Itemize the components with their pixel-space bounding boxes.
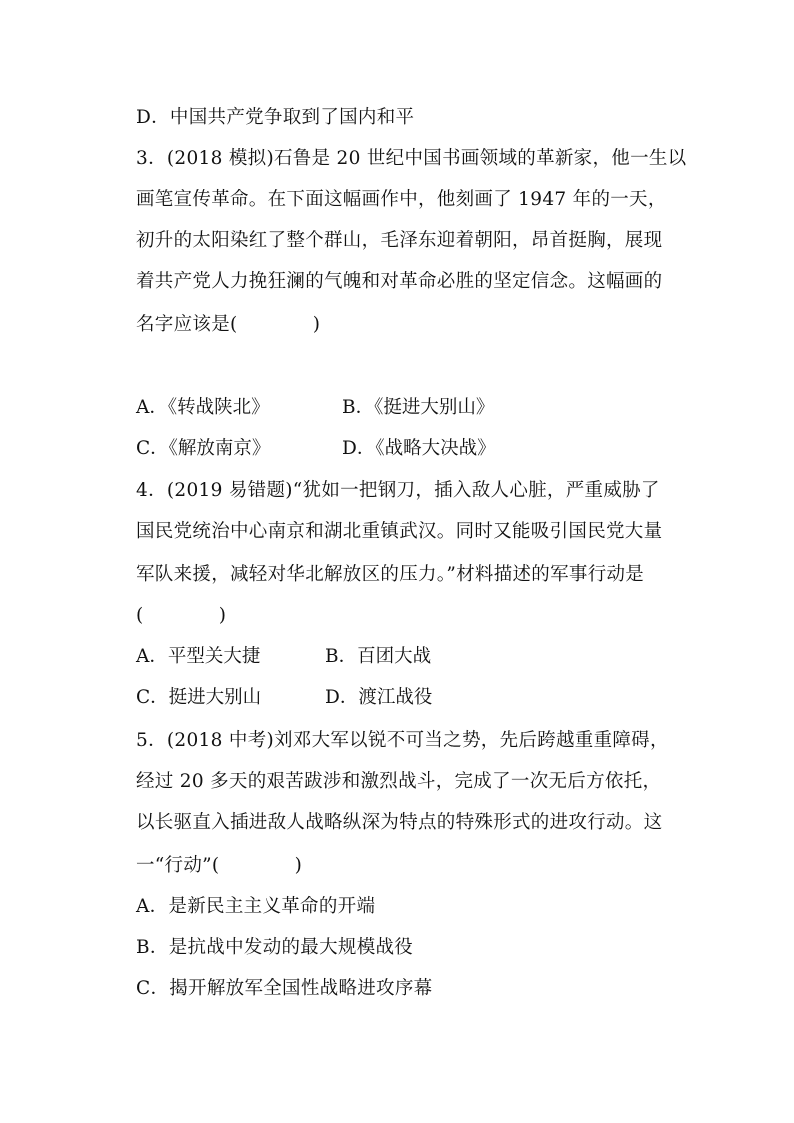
q5-option-b: B．是抗战中发动的最大规模战役 <box>136 937 414 958</box>
q3-stem-line-4: 着共产党人力挽狂澜的气魄和对革命必胜的坚定信念。这幅画的 <box>136 271 663 292</box>
q5-option-c: C．揭开解放军全国性战略进攻序幕 <box>136 978 433 999</box>
q2-option-d: D．中国共产党争取到了国内和平 <box>136 107 415 128</box>
q5-stem-line-2: 经过 20 多天的艰苦跋涉和激烈战斗，完成了一次无后方依托， <box>136 771 662 792</box>
q3-option-c: C．《解放南京》 <box>136 438 271 459</box>
q4-stem-line-1: 4．(2019 易错题)“犹如一把钢刀，插入敌人心脏，严重威胁了 <box>136 480 660 501</box>
q4-stem-line-3: 军队来援，减轻对华北解放区的压力。”材料描述的军事行动是 <box>136 564 645 585</box>
q3-stem-line-1: 3．(2018 模拟)石鲁是 20 世纪中国书画领域的革新家，他一生以 <box>136 148 687 169</box>
q3-option-b: B．《挺进大别山》 <box>342 397 495 418</box>
q3-option-a: A．《转战陕北》 <box>136 397 270 418</box>
q3-stem-line-5: 名字应该是( ) <box>136 314 321 335</box>
q4-stem-line-4: ( ) <box>136 605 227 626</box>
q5-stem-line-3: 以长驱直入插进敌人战略纵深为特点的特殊形式的进攻行动。这 <box>136 812 663 833</box>
q4-stem-line-2: 国民党统治中心南京和湖北重镇武汉。同时又能吸引国民党大量 <box>136 521 663 542</box>
q5-stem-line-4: 一“行动”( ) <box>136 855 303 876</box>
q3-stem-line-3: 初升的太阳染红了整个群山，毛泽东迎着朝阳，昂首挺胸，展现 <box>136 230 663 251</box>
q4-option-d: D．渡江战役 <box>325 687 433 708</box>
q3-option-d: D．《战略大决战》 <box>342 438 496 459</box>
q5-stem-line-1: 5．(2018 中考)刘邓大军以锐不可当之势，先后跨越重重障碍， <box>136 730 669 751</box>
q5-option-a: A．是新民主主义革命的开端 <box>136 896 376 917</box>
q4-option-b: B．百团大战 <box>325 646 432 667</box>
q4-option-a: A．平型关大捷 <box>136 646 261 667</box>
q3-stem-line-2: 画笔宣传革命。在下面这幅画作中，他刻画了 1947 年的一天， <box>136 189 667 210</box>
q4-option-c: C．挺进大别山 <box>136 687 262 708</box>
